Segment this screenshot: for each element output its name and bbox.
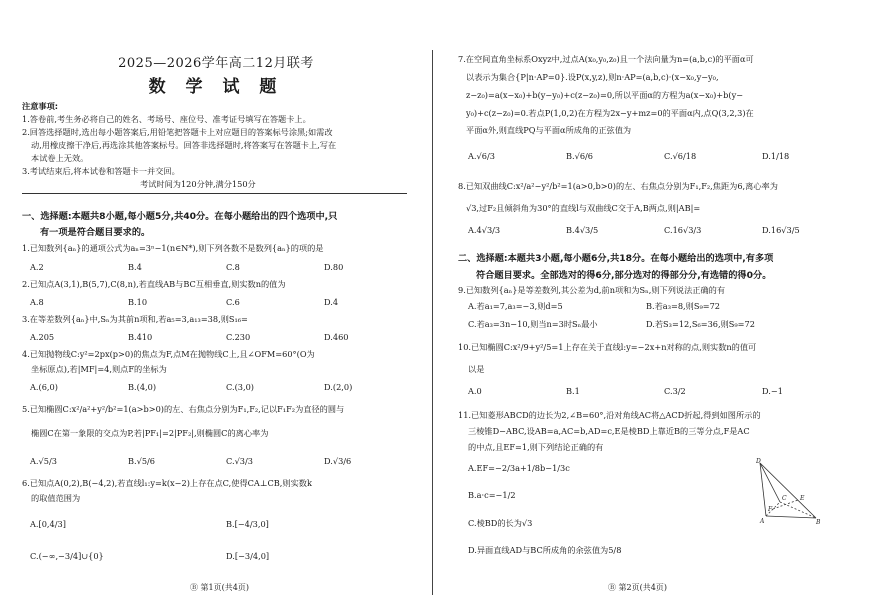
- tetrahedron-figure: [756, 456, 826, 526]
- q2-option-c: C.6: [226, 297, 240, 307]
- exam-title: 2025—2026学年高二12月联考: [118, 56, 314, 71]
- page-footer: [608, 582, 667, 593]
- question-10-cont: 以是: [468, 364, 485, 374]
- section1-heading-cont: 有一项是符合题目要求的。: [40, 227, 151, 238]
- question-11: 11.已知菱形ABCD的边长为2,∠B=60°,沿对角线AC将△ACD折起,得到如图所示的: [458, 410, 761, 420]
- q11-option-a: A.EF=−2/3a+1/8b−1/3c: [468, 463, 570, 473]
- q5-option-b: B.√5/6: [128, 456, 156, 466]
- q8-option-b: B.4√3/5: [566, 225, 599, 235]
- question-7: 7.在空间直角坐标系Oxyz中,过点A(x₀,y₀,z₀)且一个法向量为n=(a,b,c)的平面α可: [458, 54, 754, 64]
- fig-label-b: B: [816, 519, 821, 526]
- section2-heading: 二、选择题:本题共3小题,每小题6分,共18分。在每小题给出的选项中,有多项: [458, 253, 774, 264]
- q10-option-b: B.1: [566, 386, 580, 396]
- divider: [22, 193, 407, 194]
- q5-option-d: D.√3/6: [324, 456, 352, 466]
- q6-option-b: B.[−4/3,0]: [226, 519, 269, 529]
- q4-option-a: A.(6,0): [30, 382, 58, 392]
- q3-option-d: D.460: [324, 332, 349, 342]
- question-8-cont: √3,过F₂且倾斜角为30°的直线l与双曲线C交于A,B两点,则|AB|=: [466, 203, 701, 213]
- question-4-cont: 坐标原点),若|MF|=4,则点F的坐标为: [31, 364, 167, 374]
- q1-option-d: D.80: [324, 262, 344, 272]
- question-7-cont: 平面α外,则直线PQ与平面α所成角的正弦值为: [466, 125, 632, 135]
- fig-label-a: A: [760, 518, 765, 525]
- q6-option-d: D.[−3/4,0]: [226, 551, 270, 561]
- q3-option-c: C.230: [226, 332, 251, 342]
- note-line: 动,用橡皮擦干净后,再选涂其他答案标号。回答非选择题时,将答案写在答题卡上,写在: [31, 140, 337, 150]
- question-1: 1.已知数列{aₙ}的通项公式为aₙ=3ⁿ−1(n∈N*),则下列各数不是数列{aₙ}的项的是: [22, 243, 324, 253]
- question-7-cont: y₀)+c(z−z₀)=0.若点P(1,0,2)在方程为2x−y+mz=0的平面α内,点Q(3,2,3)在: [466, 108, 754, 118]
- q10-option-a: A.0: [468, 386, 482, 396]
- question-11-cont: 的中点,且EF=1,则下列结论正确的有: [468, 442, 604, 452]
- q11-option-c: C.棱BD的长为√3: [468, 518, 533, 528]
- question-7-cont: z−z₀)=a(x−x₀)+b(y−y₀)+c(z−z₀)=0,所以平面α的方程为a(x−x₀)+b(y−: [466, 90, 744, 100]
- circle-b-icon: Ⓑ: [608, 583, 616, 592]
- question-11-cont: 三棱锥D−ABC,设AB=a,AC=b,AD=c,E是棱BD上靠近B的三等分点,F是AC: [468, 426, 750, 436]
- question-6: 6.已知点A(0,2),B(−4,2),若直线l₁:y=k(x−2)上存在点C,使得CA⊥CB,则实数k: [22, 478, 312, 488]
- q6-option-c: C.(−∞,−3/4]∪{0}: [30, 551, 104, 561]
- q10-option-c: C.3/2: [664, 386, 686, 396]
- fig-label-d: D: [756, 458, 761, 465]
- fig-label-e: E: [800, 495, 805, 502]
- footer-text: 第2页(共4页): [618, 583, 667, 592]
- q9-option-c: C.若a₃=3n−10,则当n=3时Sₙ最小: [468, 319, 598, 329]
- q9-option-b: B.若a₃=8,则S₉=72: [646, 301, 720, 311]
- q8-option-d: D.16√3/5: [762, 225, 800, 235]
- q7-option-c: C.√6/18: [664, 151, 697, 161]
- q4-option-b: B.(4,0): [128, 382, 157, 392]
- q7-option-d: D.1/18: [762, 151, 790, 161]
- q4-option-d: D.(2,0): [324, 382, 353, 392]
- time-info: 考试时间为120分钟,满分150分: [140, 179, 256, 189]
- section2-heading-cont: 符合题目要求。全部选对的得6分,部分选对的得部分分,有选错的得0分。: [476, 270, 772, 281]
- q9-option-a: A.若a₁=7,a₃=−3,则d=5: [468, 301, 563, 311]
- q1-option-a: A.2: [30, 262, 44, 272]
- exam-subject: 数 学 试 题: [148, 77, 284, 97]
- note-line: 1.答卷前,考生务必将自己的姓名、考场号、座位号、准考证号填写在答题卡上。: [22, 114, 311, 124]
- q11-option-d: D.异面直线AD与BC所成角的余弦值为5/8: [468, 545, 622, 555]
- q1-option-c: C.8: [226, 262, 240, 272]
- q8-option-c: C.16√3/3: [664, 225, 702, 235]
- question-7-cont: 以表示为集合{P|n·AP=0}.设P(x,y,z),则n·AP=(a,b,c)·(x−x₀,y−y₀,: [466, 72, 719, 82]
- q11-option-b: B.a·c=−1/2: [468, 490, 516, 500]
- q3-option-b: B.410: [128, 332, 153, 342]
- section1-heading: 一、选择题:本题共8小题,每小题5分,共40分。在每小题给出的四个选项中,只: [22, 211, 338, 222]
- q2-option-a: A.8: [30, 297, 44, 307]
- q7-option-b: B.√6/6: [566, 151, 594, 161]
- notes-heading: 注意事项:: [22, 101, 59, 111]
- exam-page-2: [438, 0, 870, 615]
- page-footer: [190, 582, 249, 593]
- question-2: 2.已知点A(3,1),B(5,7),C(8,n),若直线AB与BC互相垂直,则实数n的值为: [22, 279, 286, 289]
- exam-page-1: [0, 0, 432, 615]
- q7-option-a: A.√6/3: [468, 151, 495, 161]
- q5-option-a: A.√5/3: [30, 456, 57, 466]
- page-divider: [432, 50, 433, 595]
- note-line: 本试卷上无效。: [31, 153, 89, 163]
- question-6-cont: 的取值范围为: [31, 493, 81, 503]
- question-5: 5.已知椭圆C:x²/a²+y²/b²=1(a>b>0)的左、右焦点分别为F₁,F₂,记以F₁F₂为直径的圆与: [22, 404, 345, 414]
- question-8: 8.已知双曲线C:x²/a²−y²/b²=1(a>0,b>0)的左、右焦点分别为F₁,F₂,焦距为6,离心率为: [458, 181, 778, 191]
- q10-option-d: D.−1: [762, 386, 783, 396]
- question-9: 9.已知数列{aₙ}是等差数列,其公差为d,前n项和为Sₙ,则下列说法正确的有: [458, 285, 726, 295]
- q1-option-b: B.4: [128, 262, 142, 272]
- question-10: 10.已知椭圆C:x²/9+y²/5=1上存在关于直线l:y=−2x+n对称的点,则实数n的值可: [458, 342, 757, 352]
- q9-option-d: D.若S₃=12,S₆=36,则S₉=72: [646, 319, 755, 329]
- fig-label-f: F: [768, 506, 773, 513]
- question-3: 3.在等差数列{aₙ}中,Sₙ为其前n项和,若a₅=3,a₁₃=38,则S₁₆=: [22, 314, 248, 324]
- note-line: 2.回答选择题时,选出每小题答案后,用铅笔把答题卡上对应题目的答案标号涂黑;如需改: [22, 127, 333, 137]
- q2-option-b: B.10: [128, 297, 148, 307]
- footer-text: 第1页(共4页): [200, 583, 249, 592]
- note-line: 3.考试结束后,将本试卷和答题卡一并交回。: [22, 166, 180, 176]
- circle-b-icon: Ⓑ: [190, 583, 198, 592]
- q6-option-a: A.[0,4/3]: [30, 519, 66, 529]
- q8-option-a: A.4√3/3: [468, 225, 501, 235]
- fig-label-c: C: [782, 495, 787, 502]
- question-5-cont: 椭圆C在第一象限的交点为P,若|PF₁|=2|PF₂|,则椭圆C的离心率为: [31, 428, 269, 438]
- q2-option-d: D.4: [324, 297, 339, 307]
- q4-option-c: C.(3,0): [226, 382, 254, 392]
- question-4: 4.已知抛物线C:y²=2px(p>0)的焦点为F,点M在抛物线C上,且∠OFM=60°(O为: [22, 349, 315, 359]
- q3-option-a: A.205: [30, 332, 55, 342]
- q5-option-c: C.√3/3: [226, 456, 253, 466]
